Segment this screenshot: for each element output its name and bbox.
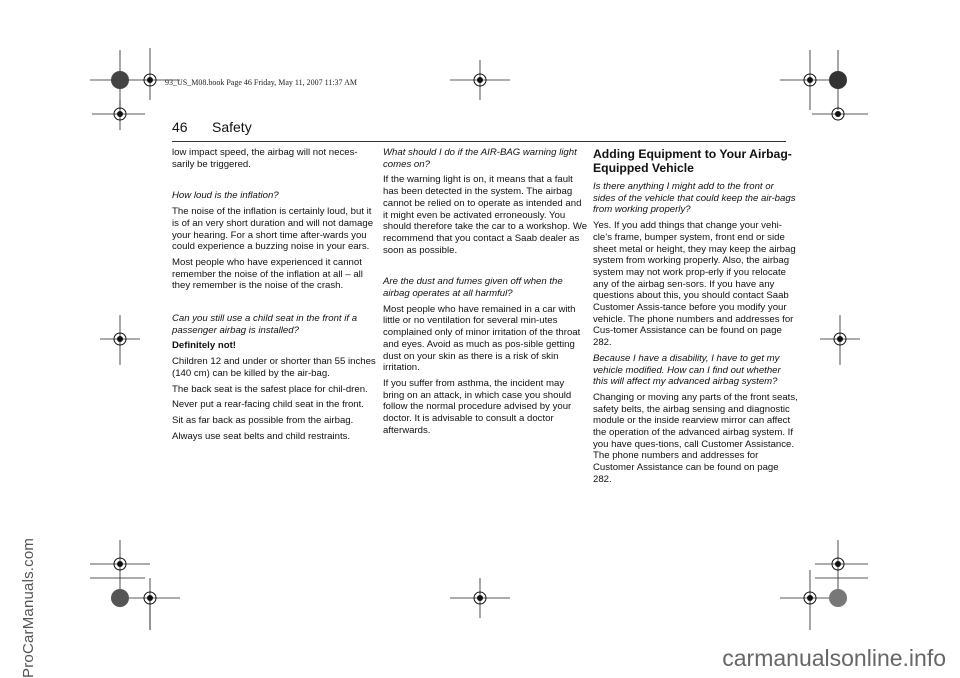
page-header [172,119,786,142]
column-3 [593,147,798,490]
question: Because I have a disability, I have to get my vehicle modified. How can I find out whether this will affect my advanced airbag system? [593,352,781,388]
page-number: 46 [172,119,188,135]
question: Is there anything I might add to the front or sides of the vehicle that could keep the air-bags from working properly? [593,181,796,216]
paragraph: The back seat is the safest place for chil-dren. [172,383,368,395]
paragraph: Changing or moving any parts of the front seats, safety belts, the airbag sensing and diagnostic module or the inside rearview mirror can affect the operation of the advanced airbag system. If you have ques-tions, call Customer Assistance. The phone numbers and addresses for Customer Assistance can be found on page 282. [593,391,798,485]
question: Can you still use a child seat in the front if a passenger airbag is installed? [172,313,358,336]
paragraph: Most people who have remained in a car with little or no ventilation for several min-utes complained only of minor irritation of the throat and eyes. Avoid as much as pos-sible getting dust on your skin as there is a risk of skin irritation. [383,303,581,374]
question: Are the dust and fumes given off when the airbag operates at all harmful? [383,276,563,300]
column-2 [383,147,588,440]
section-heading: Adding Equipment to Your Airbag-Equipped Vehicle [593,147,792,175]
book-file-line: 93_US_M08.book Page 46 Friday, May 11, 2007 11:37 AM [165,78,357,87]
paragraph: The noise of the inflation is certainly loud, but it is of an very short duration and will not damage your hearing. For a short time after-wards you could experience a buzzing noise in your ears. [172,206,374,253]
paragraph: Always use seat belts and child restraints. [172,430,351,442]
emphasis: Definitely not! [172,340,236,352]
column-1 [172,147,377,446]
footer-watermark: carmanualsonline.info [722,645,946,671]
paragraph: If the warning light is on, it means that a fault has been detected in the system. The airbag cannot be relied on to operate as intended and it might even be activated erroneously. You should therefore take the car to a workshop. We recommend that you contact a Saab dealer as soon as possible. [383,174,588,256]
paragraph: Yes. If you add things that change your vehi-cle’s frame, bumper system, front end or side sheet metal or height, they may keep the airbag system from working properly. Also, the airbag system may not work prop-erly if you relocate any of the airbag sen-sors. If you have any questions about this, you should contact Saab Customer Assis-tance before you modify your vehicle. The phone numbers and addresses for Cus-tomer Assistance can be found on page 282. [593,220,796,349]
side-watermark: ProCarManuals.com [20,537,37,678]
paragraph: Sit as far back as possible from the airbag. [172,414,354,426]
paragraph: Never put a rear-facing child seat in the front. [172,399,364,411]
paragraph: low impact speed, the airbag will not neces-sarily be triggered. [172,147,358,170]
paragraph: Children 12 and under or shorter than 55 inches (140 cm) can be killed by the air-bag. [172,356,376,379]
paragraph: Most people who have experienced it cannot remember the noise of the inflation at all – all they remember is the noise of the crash. [172,256,363,292]
section-title: Safety [212,119,252,135]
question: What should I do if the AIR-BAG warning light comes on? [383,147,577,170]
paragraph: If you suffer from asthma, the incident may bring on an attack, in which case you should follow the normal procedure advised by your doctor. It is advisable to consult a doctor afterwards. [383,377,572,436]
question: How loud is the inflation? [172,190,279,202]
